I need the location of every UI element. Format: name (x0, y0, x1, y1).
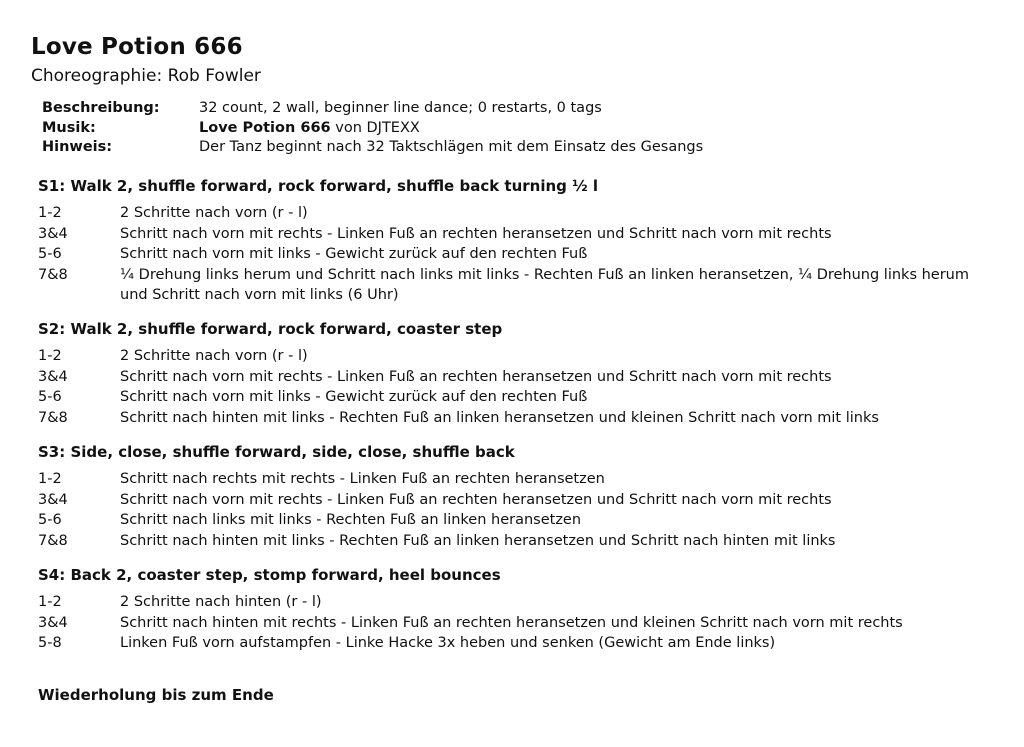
step-count: 5-6 (38, 389, 62, 405)
step-count: 1-2 (38, 471, 62, 487)
section-1 (38, 177, 998, 306)
step-description: Schritt nach vorn mit rechts - Linken Fuß an rechten heransetzen und Schritt nach vorn mit rechts (120, 491, 832, 508)
meta-row-music (42, 119, 703, 139)
meta-block (42, 99, 703, 158)
step-description: Schritt nach vorn mit rechts - Linken Fuß an rechten heransetzen und Schritt nach vorn mit rechts (120, 368, 832, 385)
step-row (38, 633, 998, 654)
step-count: 1-2 (38, 594, 62, 610)
dance-title: Love Potion 666 (31, 34, 243, 60)
step-count: 1-2 (38, 348, 62, 364)
section-heading: S1: Walk 2, shuffle forward, rock forward, shuffle back turning ½ l (38, 177, 599, 195)
step-row (38, 592, 998, 613)
step-description: Linken Fuß vorn aufstampfen - Linke Hacke 3x heben und senken (Gewicht am Ende links) (120, 635, 776, 651)
step-count: 7&8 (38, 266, 68, 283)
step-count: 5-8 (38, 635, 62, 651)
step-description: Schritt nach links mit links - Rechten Fuß an linken heransetzen (120, 512, 582, 528)
section-heading: S3: Side, close, shuffle forward, side, close, shuffle back (38, 443, 515, 461)
step-row (38, 531, 998, 552)
step-row (38, 346, 998, 367)
step-row (38, 613, 998, 634)
step-description: Schritt nach vorn mit links - Gewicht zurück auf den rechten Fuß (120, 246, 588, 262)
step-row (38, 387, 998, 408)
note-value: Der Tanz beginnt nach 32 Taktschlägen mit dem Einsatz des Gesangs (199, 139, 704, 155)
repeat-note: Wiederholung bis zum Ende (38, 686, 274, 704)
step-description: Schritt nach vorn mit links - Gewicht zurück auf den rechten Fuß (120, 389, 588, 405)
meta-row-note (42, 138, 703, 158)
music-value (199, 119, 420, 139)
choreographer: Choreographie: Rob Fowler (31, 66, 261, 86)
section-heading: S2: Walk 2, shuffle forward, rock forward, coaster step (38, 320, 503, 338)
step-count: 7&8 (38, 532, 68, 549)
description-label: Beschreibung: (42, 100, 160, 116)
section-2 (38, 320, 998, 428)
step-row (38, 469, 998, 490)
note-label: Hinweis: (42, 139, 113, 155)
step-row (38, 244, 998, 265)
section-3 (38, 443, 998, 551)
music-title: Love Potion 666 (199, 119, 331, 136)
step-description: Schritt nach hinten mit links - Rechten Fuß an linken heransetzen und kleinen Schritt nach vorn mit links (120, 409, 879, 426)
step-count: 3&4 (38, 368, 68, 385)
step-row (38, 367, 998, 388)
step-row (38, 203, 998, 224)
step-count: 1-2 (38, 205, 62, 221)
section-4 (38, 566, 998, 654)
step-count: 3&4 (38, 491, 68, 508)
step-count: 3&4 (38, 614, 68, 631)
step-description: 2 Schritte nach hinten (r - l) (120, 594, 322, 610)
step-row (38, 490, 998, 511)
step-count: 3&4 (38, 225, 68, 242)
step-row (38, 408, 998, 429)
meta-row-description (42, 99, 703, 119)
step-description: 2 Schritte nach vorn (r - l) (120, 205, 308, 221)
section-heading: S4: Back 2, coaster step, stomp forward, heel bounces (38, 566, 501, 584)
step-row (38, 224, 998, 245)
step-row (38, 265, 998, 306)
step-count: 5-6 (38, 512, 62, 528)
description-value: 32 count, 2 wall, beginner line dance; 0 restarts, 0 tags (199, 100, 602, 116)
step-count: 5-6 (38, 246, 62, 262)
step-description: ¼ Drehung links herum und Schritt nach links mit links - Rechten Fuß an linken heransetzen, ¼ Drehung links herum und Schritt nach vorn mit links (6 Uhr) (120, 266, 970, 303)
step-description: Schritt nach hinten mit links - Rechten Fuß an linken heransetzen und Schritt nach hinten mit links (120, 532, 836, 549)
step-row (38, 510, 998, 531)
step-description: Schritt nach rechts mit rechts - Linken Fuß an rechten heransetzen (120, 471, 605, 487)
step-description: Schritt nach vorn mit rechts - Linken Fuß an rechten heransetzen und Schritt nach vorn mit rechts (120, 225, 832, 242)
music-artist: von DJTEXX (335, 119, 420, 136)
music-label: Musik: (42, 119, 96, 136)
step-count: 7&8 (38, 409, 68, 426)
step-description: 2 Schritte nach vorn (r - l) (120, 348, 308, 364)
step-description: Schritt nach hinten mit rechts - Linken Fuß an rechten heransetzen und kleinen Schritt nach vorn mit rechts (120, 614, 903, 631)
